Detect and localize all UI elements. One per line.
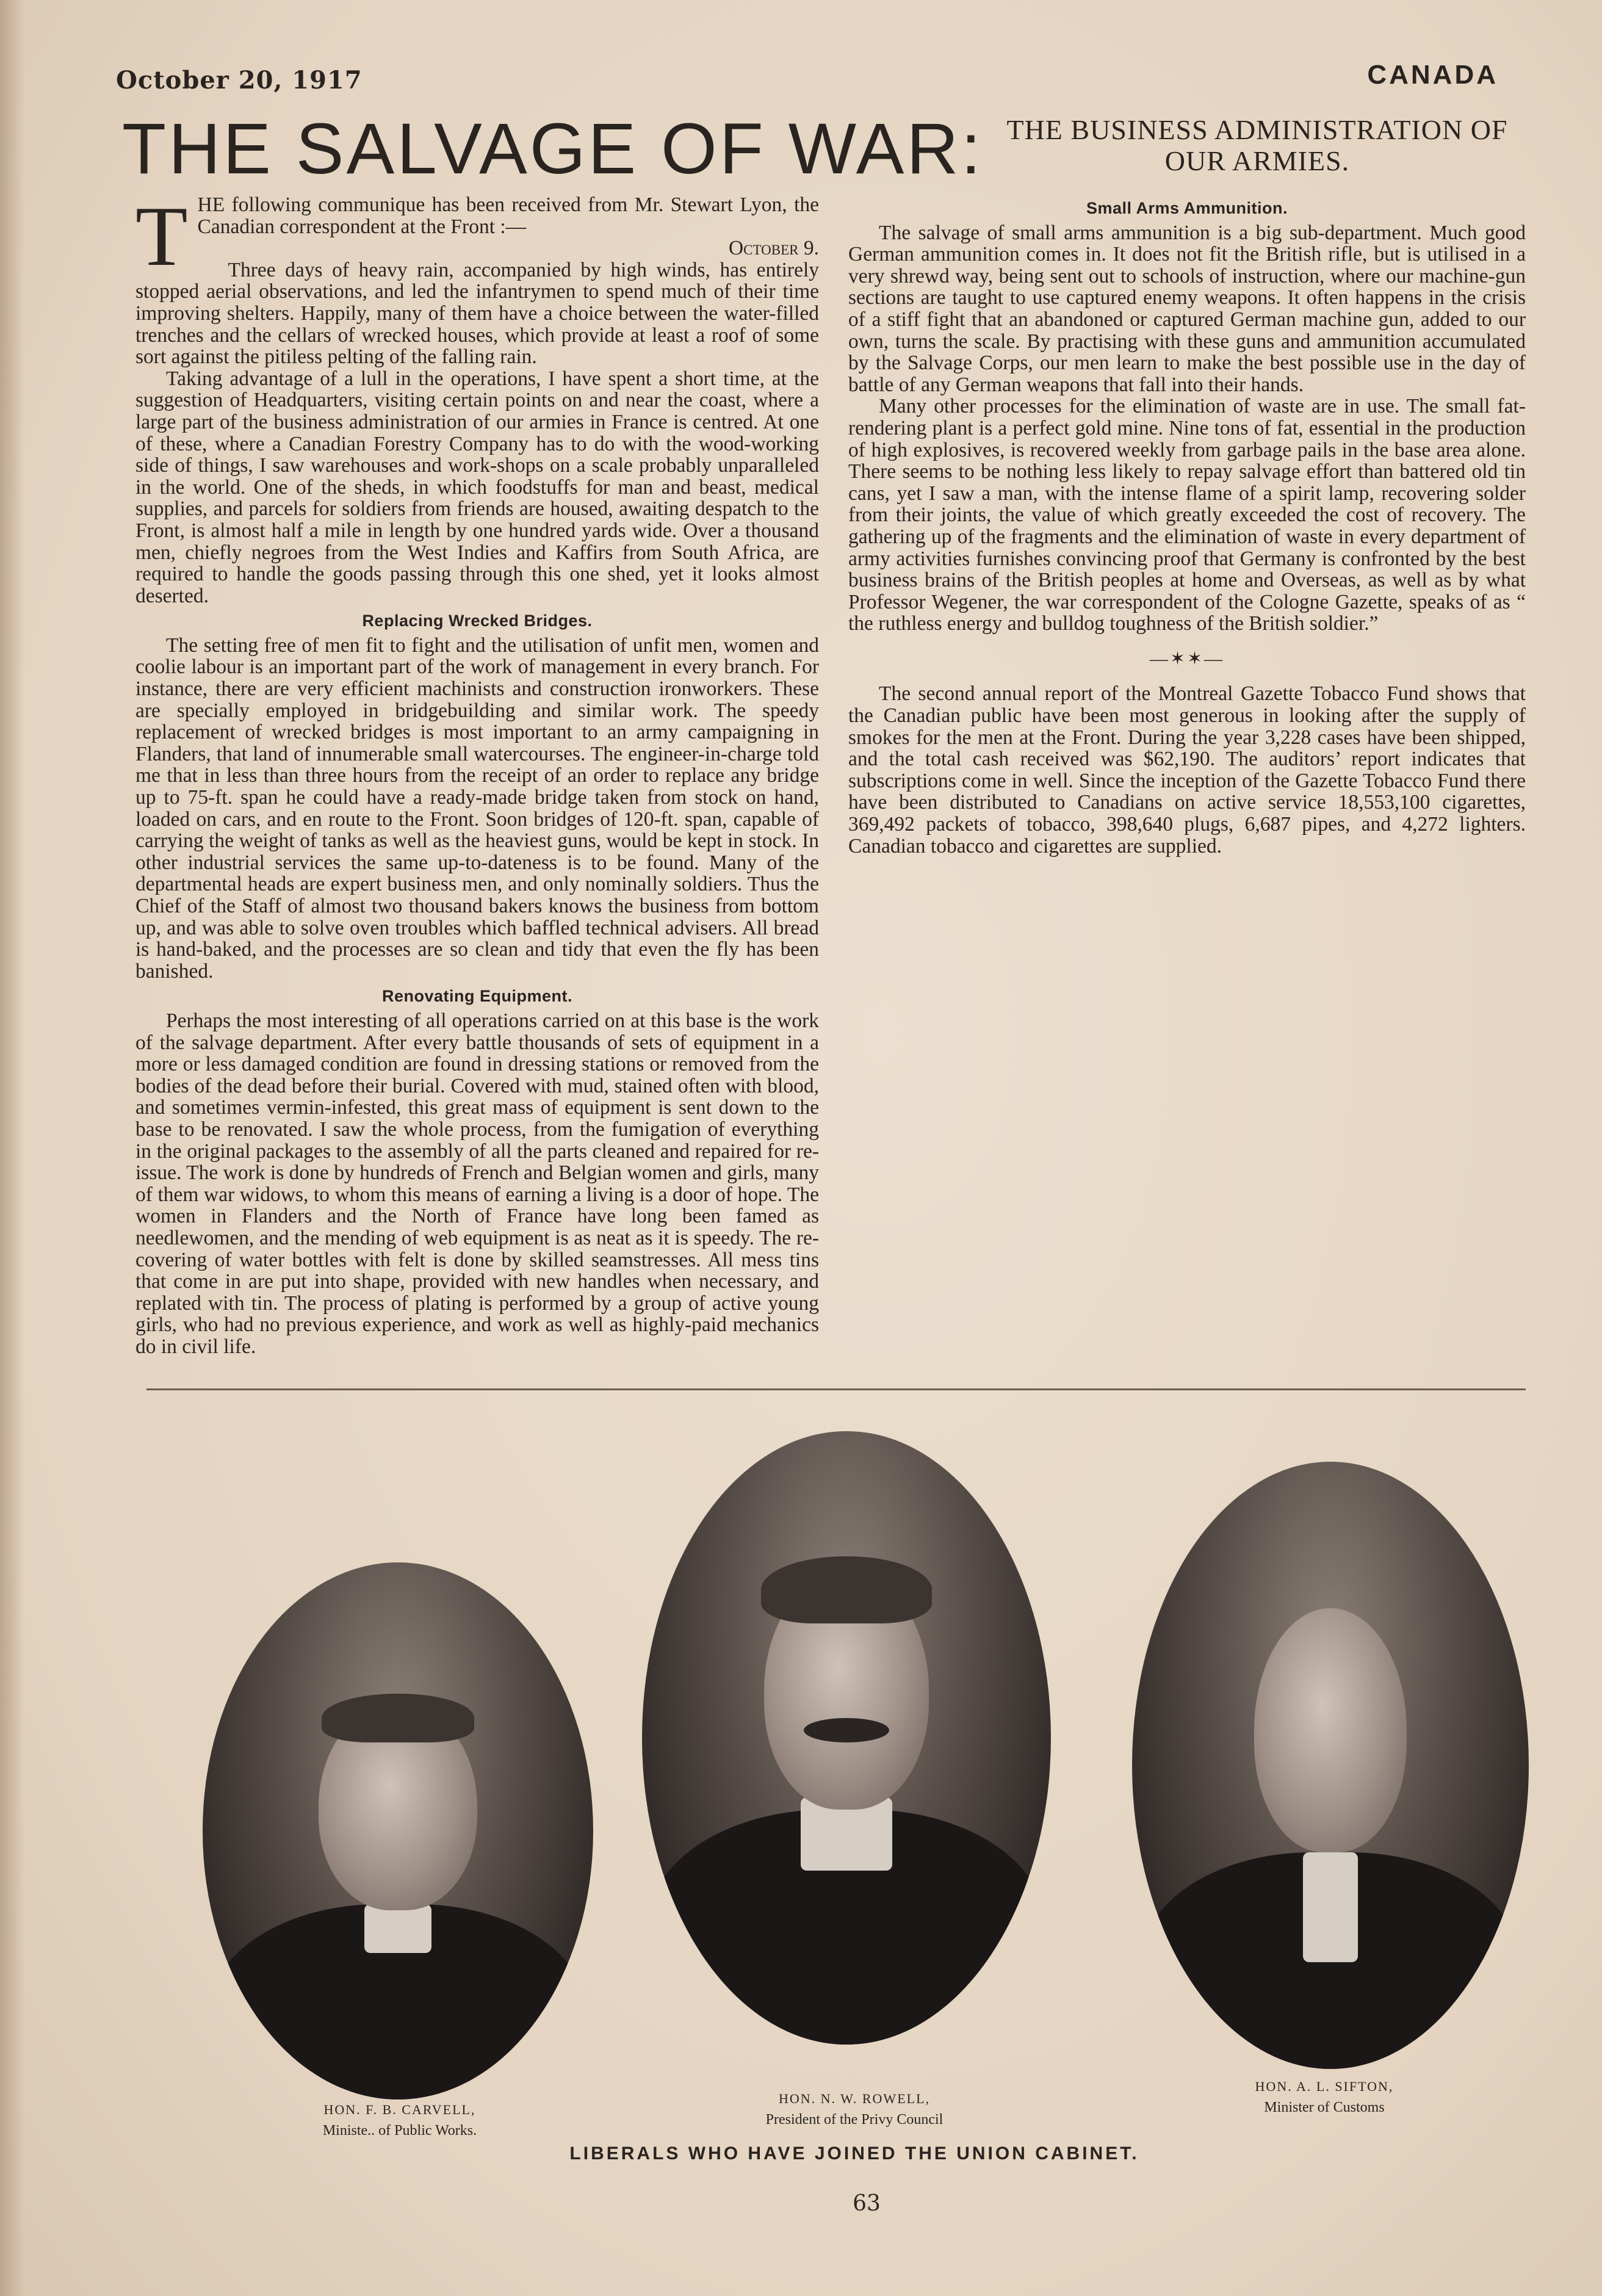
- caption-name: HON. A. L. SIFTON,: [1255, 2079, 1394, 2094]
- left-column: [135, 189, 819, 1403]
- caption-sifton: [1196, 2076, 1452, 2118]
- hair-shape: [322, 1694, 474, 1742]
- paragraph-2: Taking advantage of a lull in the operations, I have spent a short time, at the suggestion of Headquarters, visiting certain points on and near the coast, where a large part of the business administration of our armies in France is centred. At one of these, where a Canadian Forestry Company has to do with the wood-working side of things, I saw warehouses and work-shops on a scale probably unparalleled in the world. One of the sheds, in which foodstuffs for man and beast, medical supplies, and parcels for soldiers from friends are housed, awaiting despatch to the Front, is almost half a mile in length by one hundred yards wide. Over a thousand men, chiefly negroes from the West Indies and Kaffirs from South Africa, are required to handle the goods passing through this one shed, yet it looks almost deserted.: [135, 367, 819, 607]
- dateline: October 9.: [728, 237, 819, 260]
- paragraph-7: The second annual report of the Montreal Gazette Tobacco Fund shows that the Canadian public have been most generous in looking after the supply of smokes for the men at the Front. During the year 3,228 cases have been shipped, and the total cash received was $62,190. The auditors’ report indicates that subscriptions come in well. Since the inception of the Gazette Tobacco Fund there have been distributed to Canadians on active service 18,553,100 cigarettes, 369,492 packets of tobacco, 398,640 plugs, 6,687 pipes, and 4,272 lighters. Canadian tobacco and cigarettes are supplied.: [848, 682, 1526, 857]
- portrait-sifton: [1132, 1462, 1529, 2069]
- right-column: [848, 194, 1526, 1366]
- portrait-carvell: [203, 1562, 593, 2099]
- page-number: 63: [853, 2191, 881, 2216]
- caption-carvell: [256, 2099, 543, 2142]
- portrait-rowell: [642, 1431, 1051, 2045]
- binding-shadow: [0, 0, 24, 2296]
- intro-text: HE following communique has been received from Mr. Stewart Lyon, the Canadian correspondent at the Front :—: [197, 193, 819, 238]
- collar-shape: [364, 1904, 431, 1953]
- subhead-bridges: Replacing Wrecked Bridges.: [362, 612, 593, 630]
- face-shape: [1254, 1608, 1407, 1852]
- section-ornament: —✶✶—: [1149, 648, 1225, 669]
- hair-shape: [761, 1556, 932, 1623]
- paragraph-6: Many other processes for the elimination of waste are in use. The small fat-rendering plant is a perfect gold mine. Nine tons of fat, essential in the production of high explosives, is recovered weekly from garbage pails in the base area alone. There seems to be nothing less likely to repay salvage effort than battered old tin cans, yet I saw a man, with the intense flame of a spirit lamp, recovering solder from their joints, the value of which greatly exceeded the cost of recovery. The gathering up of the fragments and the elimination of waste in every department of army activities furnishes convincing proof that Germany is confronted by the best business brains of the British peoples at home and Overseas, as well as by what Professor Wegener, the war correspondent of the Cologne Gazette, speaks of as “ the ruthless energy and bulldog toughness of the British soldier.”: [848, 395, 1526, 635]
- subhead-equipment: Renovating Equipment.: [381, 987, 572, 1006]
- drop-cap: T: [135, 189, 188, 284]
- paragraph-4: Perhaps the most interesting of all operations carried on at this base is the work of the salvage department. After every battle thousands of sets of equipment in a more or less damaged condition are found in dressing stations or removed from the bodies of the dead before their burial. Covered with mud, stained often with blood, and sometimes vermin-infested, this great mass of equipment is sent down to the base to be renovated. I saw the whole process, from the fumigation of everything in the original packages to the assembly of all the parts cleaned and repaired for re-issue. The work is done by hundreds of French and Belgian women and girls, many of them war widows, to whom this means of earning a living is a door of hope. The women in Flanders and the North of France have long been famed as needlewomen, and the mending of web equipment is as neat as it is speedy. The re-covering of water bottles with felt is done by skilled seamstresses. All mess tins that come in are put into shape, provided with new handles when necessary, and replated with tin. The process of plating is performed by a group of active young girls, who had no previous experience, and work as well as highly-paid mechanics do in civil life.: [135, 1009, 819, 1358]
- mustache-shape: [804, 1718, 889, 1742]
- issue-date: October 20, 1917: [116, 66, 363, 95]
- article-title: THE SALVAGE OF WAR:: [122, 109, 984, 189]
- paragraph-3: The setting free of men fit to fight and the utilisation of unfit men, women and coolie labour is an important part of the work of management in every branch. For instance, there are very efficient machinists and construction ironworkers. These are specially employed in bridgebuilding and similar work. The speedy replacement of wrecked bridges is most important to an army campaigning in Flanders, that land of innumerable small watercourses. The engineer-in-charge told me that in less than three hours from the receipt of an order to replace any bridge up to 75-ft. span he could have a ready-made bridge taken from stock on hand, loaded on cars, and en route to the Front. Soon bridges of 120-ft. span, capable of carrying the weight of tanks as well as the heaviest guns, would be kept in stock. In other industrial services the same up-to-dateness is to be found. Many of the departmental heads are expert business men, and only nominally soldiers. Thus the Chief of the Staff of almost two thousand bakers knows the business from bottom up, and was able to solve oven troubles which baffled technical advisers. All bread is hand-baked, and the processes are so clean and tidy that even the fly has been banished.: [135, 634, 819, 983]
- caption-role: Ministe.. of Public Works.: [322, 2123, 477, 2139]
- section-divider: [146, 1388, 1526, 1390]
- paragraph-5: The salvage of small arms ammunition is a big sub-department. Much good German ammunition comes in. It does not fit the British rifle, but is utilised in a very shrewd way, being sent out to schools of instruction, where our machine-gun sections are taught to use captured enemy weapons. It often happens in the crisis of a stiff fight that an abandoned or captured German machine gun, added to our own, turns the scale. By practising with these guns and ammunition accumulated by the Salvage Corps, our men learn to make the best possible use in the day of battle of any German weapons that fall into their hands.: [848, 221, 1526, 396]
- caption-name: HON. F. B. CARVELL,: [323, 2102, 476, 2117]
- paragraph-1: Three days of heavy rain, accompanied by high winds, has entirely stopped aerial observations, and led the infantrymen to spend much of their time improving shelters. Happily, many of them have a choice between the water-filled trenches and the cellars of wrecked houses, which provide at least a roof of some sort against the pitiless pelting of the falling rain.: [135, 258, 819, 369]
- caption-role: President of the Privy Council: [765, 2112, 944, 2128]
- masthead: CANADA: [1367, 60, 1498, 90]
- caption-rowell: [702, 2088, 1007, 2131]
- collar-shape: [1303, 1852, 1358, 1962]
- photo-banner: LIBERALS WHO HAVE JOINED THE UNION CABINET.: [569, 2143, 1139, 2164]
- caption-name: HON. N. W. ROWELL,: [778, 2091, 931, 2106]
- caption-role: Minister of Customs: [1264, 2099, 1385, 2115]
- article-subtitle: THE BUSINESS ADMINISTRATION OF OUR ARMIES.: [1006, 114, 1508, 176]
- subhead-ammunition: Small Arms Ammunition.: [1086, 199, 1288, 217]
